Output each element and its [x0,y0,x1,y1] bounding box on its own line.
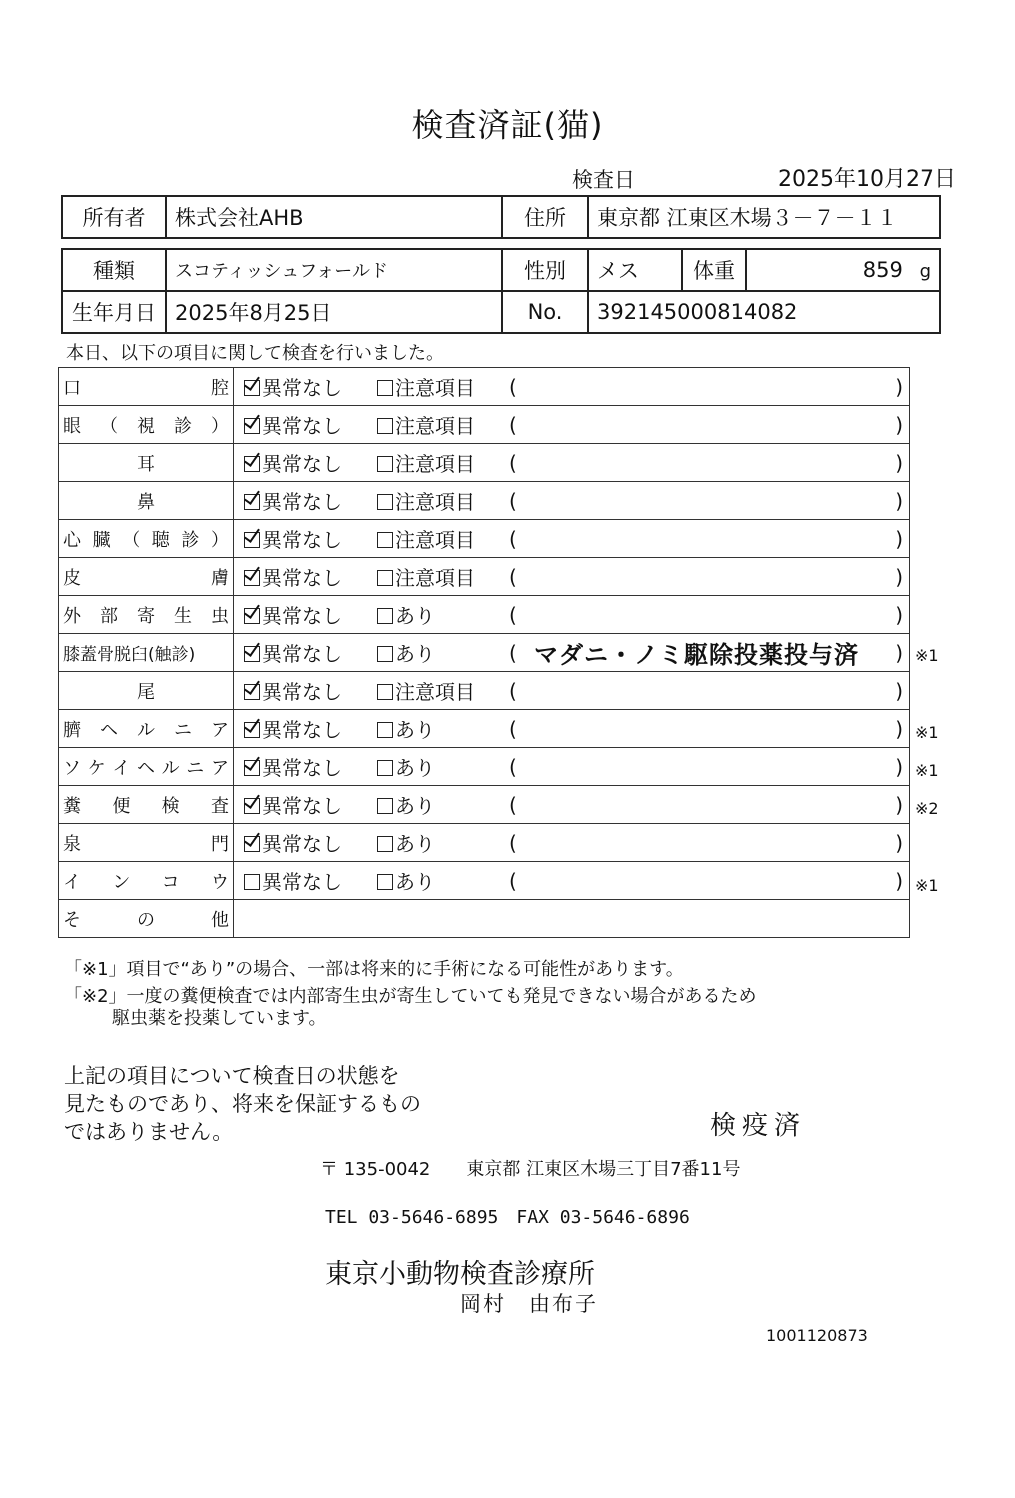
address-label: 住所 [502,196,588,238]
normal-option-label: 異常なし [262,528,342,552]
check-options-cell [234,520,910,558]
checkbox-icon[interactable] [244,836,260,852]
paren-open: ( [509,830,517,855]
check-row [59,520,910,558]
paren-close: ) [895,488,903,513]
check-item-label: 皮 膚 [63,567,229,589]
footnote-mark: ※1 [915,645,939,665]
check-row [59,862,910,900]
check-item-cell [59,406,234,444]
check-options-cell [234,558,910,596]
normal-option[interactable] [244,866,342,895]
check-row [59,368,910,406]
checkbox-icon[interactable] [377,418,393,434]
check-row [59,748,910,786]
no-label: No. [502,291,588,333]
normal-option-label: 異常なし [262,414,342,438]
owner-value: 株式会社AHB [166,196,502,238]
check-row [59,672,910,710]
normal-option[interactable] [244,676,342,705]
checkbox-icon[interactable] [244,494,260,510]
footnote-2 [64,986,757,1030]
paren-close: ) [895,678,903,703]
inspection-date: 2025年10月27日 [778,167,956,192]
check-item-label: 鼻 [137,491,155,513]
address-value: 東京都 江東区木場３－７－１１ [588,196,940,238]
check-item-cell [59,634,234,672]
normal-option-label: 異常なし [262,604,342,628]
person-name: 岡村 由布子 [460,1292,598,1316]
page-title: 検査済証(猫) [411,106,604,144]
inspection-date-label: 検査日 [572,168,635,192]
check-item-cell [59,824,234,862]
alt-option-label: あり [395,604,435,628]
paren-close: ) [895,640,903,665]
check-options-cell [234,482,910,520]
check-row [59,634,910,672]
check-row [59,558,910,596]
check-row [59,482,910,520]
check-note: マダニ・ノミ駆除投薬投与済 [534,641,859,669]
document-code: 1001120873 [766,1326,868,1345]
paren-close: ) [895,450,903,475]
paren-close: ) [895,830,903,855]
check-options-cell [234,710,910,748]
check-item-label: 泉 門 [63,833,229,855]
check-item-label: 尾 [137,681,155,703]
paren-open: ( [509,716,517,741]
normal-option[interactable] [244,410,342,439]
normal-option-label: 異常なし [262,870,342,894]
paren-open: ( [509,640,517,665]
alt-option[interactable] [377,828,435,857]
paren-open: ( [509,754,517,779]
alt-option[interactable] [377,790,435,819]
check-item-label: 臍 ヘ ル ニ ア [63,719,229,741]
alt-option[interactable] [377,676,475,705]
paren-close: ) [895,716,903,741]
check-options-cell [234,748,910,786]
weight-cell [746,249,940,291]
alt-option-label: あり [395,794,435,818]
normal-option[interactable] [244,486,342,515]
normal-option-label: 異常なし [262,756,342,780]
check-table [58,367,910,938]
checkbox-icon[interactable] [244,418,260,434]
check-options-cell [234,596,910,634]
checkbox-icon[interactable] [244,684,260,700]
paren-close: ) [895,868,903,893]
checkbox-icon[interactable] [244,380,260,396]
normal-option-label: 異常なし [262,566,342,590]
checkbox-icon[interactable] [244,456,260,472]
normal-option-label: 異常なし [262,376,342,400]
checkbox-icon[interactable] [377,494,393,510]
check-item-cell [59,786,234,824]
checkbox-icon[interactable] [244,798,260,814]
checkbox-icon[interactable] [377,836,393,852]
alt-option[interactable] [377,448,475,477]
paren-close: ) [895,602,903,627]
check-options-cell [234,824,910,862]
breed-label: 種類 [62,249,166,291]
paren-open: ( [509,602,517,627]
alt-option-label: あり [395,642,435,666]
check-options-cell [234,406,910,444]
disclaimer-line-1: 上記の項目について検査日の状態を [64,1064,400,1088]
paren-close: ) [895,526,903,551]
sex-label: 性別 [502,249,588,291]
checkbox-icon[interactable] [377,456,393,472]
check-item-cell [59,862,234,900]
checkbox-icon[interactable] [244,646,260,662]
check-item-cell [59,520,234,558]
alt-option-label: 注意項目 [395,528,475,552]
normal-option[interactable] [244,752,342,781]
alt-option[interactable] [377,372,475,401]
checkbox-icon[interactable] [377,380,393,396]
checkbox-icon[interactable] [377,646,393,662]
check-row [59,406,910,444]
check-row [59,824,910,862]
normal-option[interactable] [244,524,342,553]
footnote-mark: ※1 [915,876,939,896]
birth-label: 生年月日 [62,291,166,333]
postal-address: 〒 135-0042 東京都 江東区木場三丁目7番11号 [320,1159,741,1180]
check-item-label: イ ン コ ウ [63,871,229,893]
quarantine-stamp: 検疫済 [710,1111,807,1141]
checkbox-icon[interactable] [244,874,260,890]
checkbox-icon[interactable] [377,532,393,548]
alt-option[interactable] [377,410,475,439]
alt-option[interactable] [377,562,475,591]
alt-option[interactable] [377,638,435,667]
alt-option-label: 注意項目 [395,452,475,476]
footnote-mark: ※1 [915,722,939,742]
disclaimer-line-3: ではありません。 [64,1120,234,1144]
footnote-1: 「※1」項目で“あり”の場合、一部は将来的に手術になる可能性があります。 [64,959,684,980]
breed-value: スコティッシュフォールド [166,249,502,291]
weight-label: 体重 [682,249,746,291]
check-item-label: 口 腔 [63,377,229,399]
intro-text: 本日、以下の項目に関して検査を行いました。 [66,343,444,364]
check-item-label: 眼 （ 視 診 ） [63,415,229,437]
check-item-cell [59,558,234,596]
alt-option[interactable] [377,486,475,515]
alt-option-label: 注意項目 [395,490,475,514]
alt-option-label: あり [395,718,435,742]
check-item-cell [59,482,234,520]
check-options-cell [234,672,910,710]
checkbox-icon[interactable] [244,608,260,624]
paren-close: ) [895,564,903,589]
other-value [234,900,910,938]
checkbox-icon[interactable] [244,760,260,776]
paren-open: ( [509,678,517,703]
checkbox-icon[interactable] [244,722,260,738]
normal-option-label: 異常なし [262,642,342,666]
normal-option[interactable] [244,638,342,667]
paren-open: ( [509,564,517,589]
alt-option-label: あり [395,756,435,780]
paren-close: ) [895,754,903,779]
check-item-cell [59,444,234,482]
other-label-cell [59,900,234,938]
alt-option-label: あり [395,832,435,856]
animal-table [61,248,941,334]
check-options-cell [234,862,910,900]
alt-option[interactable] [377,752,435,781]
footnote-mark: ※1 [915,761,939,780]
check-options-cell [234,634,910,672]
check-row [59,710,910,748]
paren-open: ( [509,488,517,513]
paren-open: ( [509,412,517,437]
check-item-cell [59,710,234,748]
normal-option[interactable] [244,372,342,401]
normal-option-label: 異常なし [262,680,342,704]
weight-unit: g [919,261,931,282]
disclaimer [64,1062,421,1146]
checkbox-icon[interactable] [377,570,393,586]
checkbox-icon[interactable] [377,608,393,624]
check-options-cell [234,444,910,482]
clinic-name: 東京小動物検査診療所 [325,1259,595,1290]
normal-option[interactable] [244,562,342,591]
check-row [59,786,910,824]
paren-close: ) [895,412,903,437]
owner-table [61,195,941,239]
checkbox-icon[interactable] [377,684,393,700]
checkbox-icon[interactable] [244,532,260,548]
alt-option-label: 注意項目 [395,680,475,704]
check-item-label: ソ ケ イ ヘ ル ニ ア [63,757,229,779]
check-item-cell [59,672,234,710]
normal-option[interactable] [244,714,342,743]
paren-open: ( [509,526,517,551]
owner-label: 所有者 [62,196,166,238]
alt-option[interactable] [377,524,475,553]
alt-option[interactable] [377,866,435,895]
checkbox-icon[interactable] [244,570,260,586]
check-item-label: 外 部 寄 生 虫 [63,605,229,627]
normal-option[interactable] [244,448,342,477]
footnote-2-line-1: 「※2」一度の糞便検査では内部寄生虫が寄生していても発見できない場合があるため [64,986,757,1007]
alt-option-label: 注意項目 [395,376,475,400]
checkbox-icon[interactable] [377,760,393,776]
check-item-cell [59,368,234,406]
check-item-label: 耳 [137,453,155,475]
normal-option-label: 異常なし [262,490,342,514]
alt-option-label: あり [395,870,435,894]
disclaimer-line-2: 見たものであり、将来を保証するもの [64,1092,421,1116]
normal-option-label: 異常なし [262,452,342,476]
paren-close: ) [895,374,903,399]
alt-option-label: 注意項目 [395,414,475,438]
normal-option-label: 異常なし [262,794,342,818]
phone-fax: TEL 03-5646-6895 FAX 03-5646-6896 [325,1207,690,1228]
checkbox-icon[interactable] [377,722,393,738]
check-row [59,596,910,634]
normal-option-label: 異常なし [262,718,342,742]
normal-option-label: 異常なし [262,832,342,856]
paren-open: ( [509,868,517,893]
check-options-cell [234,368,910,406]
check-item-label: 膝蓋骨脱臼(触診) [63,645,196,665]
footnote-mark: ※2 [915,799,939,819]
check-row [59,444,910,482]
paren-open: ( [509,792,517,817]
birth-value: 2025年8月25日 [166,291,502,333]
alt-option[interactable] [377,714,435,743]
other-label: そ の 他 [63,909,229,931]
sex-value: メス [588,249,682,291]
weight-value: 859 [862,258,903,282]
check-item-cell [59,596,234,634]
check-item-cell [59,748,234,786]
paren-open: ( [509,374,517,399]
normal-option[interactable] [244,790,342,819]
no-value: 392145000814082 [588,291,940,333]
checkbox-icon[interactable] [377,874,393,890]
normal-option[interactable] [244,828,342,857]
paren-close: ) [895,792,903,817]
paren-open: ( [509,450,517,475]
check-options-cell [234,786,910,824]
checkbox-icon[interactable] [377,798,393,814]
check-item-label: 糞 便 検 査 [63,795,229,817]
alt-option[interactable] [377,600,435,629]
check-item-label: 心 臓 （ 聴 診 ） [63,529,229,551]
footnote-2-line-2: 駆虫薬を投薬しています。 [112,1008,327,1029]
normal-option[interactable] [244,600,342,629]
alt-option-label: 注意項目 [395,566,475,590]
